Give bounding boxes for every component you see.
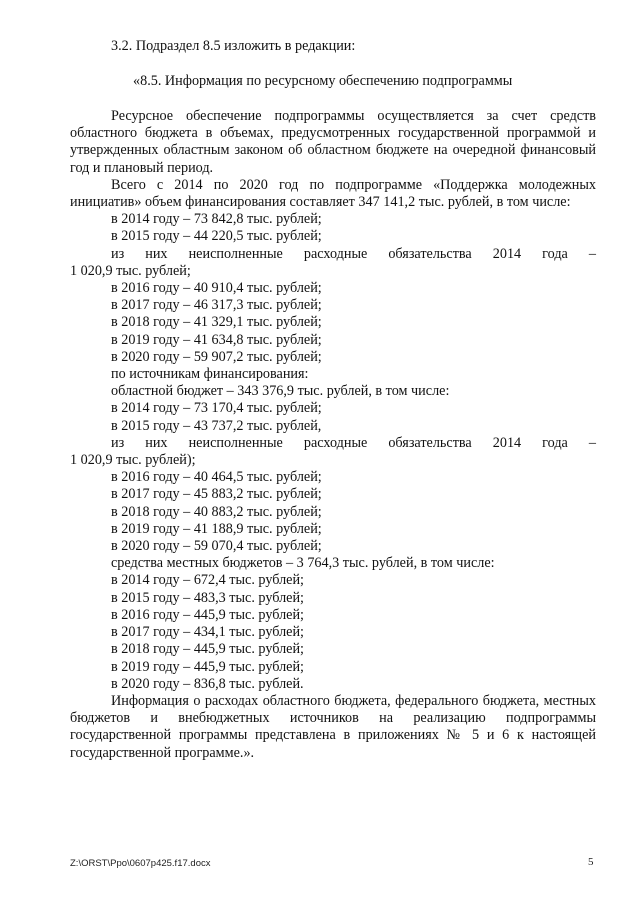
list-item: в 2020 году – 59 907,2 тыс. рублей; <box>111 348 322 365</box>
list-item: в 2020 году – 59 070,4 тыс. рублей; <box>111 538 322 555</box>
total-paragraph: Всего с 2014 по 2020 год по подпрограмме «Поддержка молодежных инициатив» объем финансирования составляет 347 141,2 тыс. рублей, в том числе: <box>70 176 596 211</box>
section-heading: «8.5. Информация по ресурсному обеспечению подпрограммы <box>133 73 513 89</box>
list-item: в 2015 году – 44 220,5 тыс. рублей; <box>111 228 322 245</box>
list-item: в 2014 году – 672,4 тыс. рублей; <box>111 572 304 589</box>
list-item: в 2019 году – 445,9 тыс. рублей; <box>111 658 304 675</box>
closing-paragraph: Информация о расходах областного бюджета, федерального бюджета, местных бюджетов и внебюджетных источников на реализацию подпрограммы государственной программы представлена в приложениях № 5 и 6 к настоящей государственной программе.». <box>70 692 596 761</box>
section-reference: 3.2. Подраздел 8.5 изложить в редакции: <box>111 38 356 54</box>
list-item: в 2019 году – 41 634,8 тыс. рублей; <box>111 331 322 348</box>
list-item: в 2015 году – 483,3 тыс. рублей; <box>111 589 304 606</box>
list-item: в 2017 году – 46 317,3 тыс. рублей; <box>111 297 322 314</box>
list-item: в 2016 году – 445,9 тыс. рублей; <box>111 606 304 623</box>
local-budgets-total: средства местных бюджетов – 3 764,3 тыс. рублей, в том числе: <box>111 555 495 572</box>
unfulfilled-obligations-line: из них неисполненные расходные обязательства 2014 года – <box>111 245 596 262</box>
document-body <box>70 108 596 762</box>
footer-file-path: Z:\ORST\Ppo\0607p425.f17.docx <box>70 858 211 869</box>
list-item: в 2018 году – 40 883,2 тыс. рублей; <box>111 503 322 520</box>
list-item: в 2015 году – 43 737,2 тыс. рублей, <box>111 417 322 434</box>
unfulfilled-obligations-amount: 1 020,9 тыс. рублей; <box>70 262 191 279</box>
list-item: в 2016 году – 40 910,4 тыс. рублей; <box>111 280 322 297</box>
unfulfilled-obligations-amount: 1 020,9 тыс. рублей); <box>70 452 196 469</box>
list-item: в 2017 году – 45 883,2 тыс. рублей; <box>111 486 322 503</box>
list-item: в 2016 году – 40 464,5 тыс. рублей; <box>111 469 322 486</box>
list-item: в 2020 году – 836,8 тыс. рублей. <box>111 675 304 692</box>
list-item: в 2018 году – 41 329,1 тыс. рублей; <box>111 314 322 331</box>
list-item: в 2014 году – 73 842,8 тыс. рублей; <box>111 211 322 228</box>
list-item: в 2014 году – 73 170,4 тыс. рублей; <box>111 400 322 417</box>
list-item: в 2017 году – 434,1 тыс. рублей; <box>111 624 304 641</box>
by-sources-label: по источникам финансирования: <box>111 366 309 383</box>
list-item: в 2019 году – 41 188,9 тыс. рублей; <box>111 520 322 537</box>
unfulfilled-obligations-line: из них неисполненные расходные обязательства 2014 года – <box>111 434 596 451</box>
intro-paragraph: Ресурсное обеспечение подпрограммы осуществляется за счет средств областного бюджета в объемах, предусмотренных государственной программой и утвержденных областным законом об областном бюджете на очередной финансовый год и плановый период. <box>70 108 596 176</box>
page-number: 5 <box>588 856 594 868</box>
regional-budget-total: областной бюджет – 343 376,9 тыс. рублей, в том числе: <box>111 383 450 400</box>
list-item: в 2018 году – 445,9 тыс. рублей; <box>111 641 304 658</box>
